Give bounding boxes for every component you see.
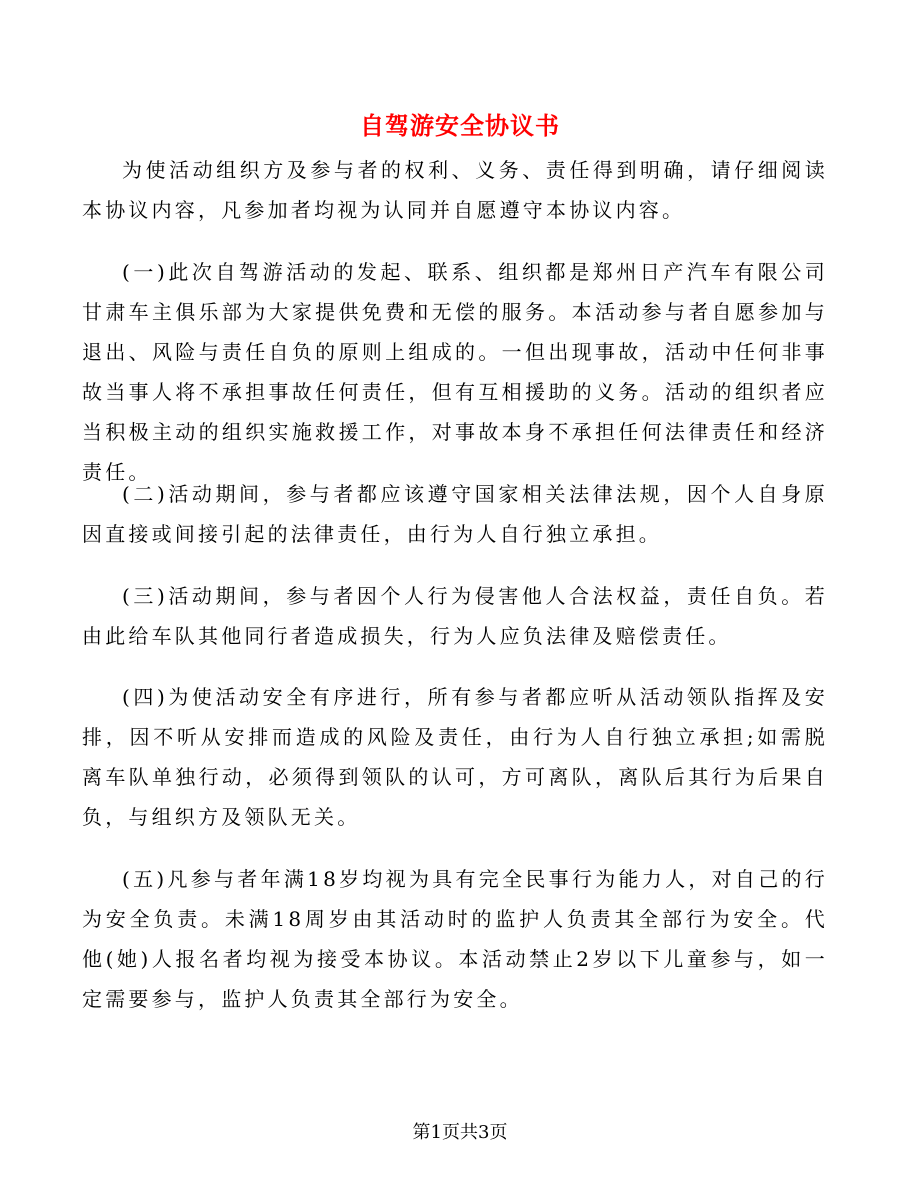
- clause-3-paragraph: (三)活动期间，参与者因个人行为侵害他人合法权益，责任自负。若由此给车队其他同行者造成损失，行为人应负法律及赔偿责任。: [82, 584, 828, 648]
- intro-paragraph: 为使活动组织方及参与者的权利、义务、责任得到明确，请仔细阅读本协议内容，凡参加者均视为认同并自愿遵守本协议内容。: [82, 158, 828, 222]
- clause-1-paragraph: (一)此次自驾游活动的发起、联系、组织都是郑州日产汽车有限公司甘肃车主俱乐部为大家提供免费和无偿的服务。本活动参与者自愿参加与退出、风险与责任自负的原则上组成的。一但出现事故，活动中任何非事故当事人将不承担事故任何责任，但有互相援助的义务。活动的组织者应当积极主动的组织实施救援工作，对事故本身不承担任何法律责任和经济责任。: [82, 260, 828, 484]
- page-number-footer: 第1页共3页: [412, 1122, 508, 1143]
- document-title: 自驾游安全协议书: [360, 111, 560, 140]
- clause-2-paragraph: (二)活动期间，参与者都应该遵守国家相关法律法规，因个人自身原因直接或间接引起的法律责任，由行为人自行独立承担。: [82, 482, 828, 546]
- clause-5-paragraph: (五)凡参与者年满18岁均视为具有完全民事行为能力人，对自己的行为安全负责。未满18周岁由其活动时的监护人负责其全部行为安全。代他(她)人报名者均视为接受本协议。本活动禁止2岁以下儿童参与，如一定需要参与，监护人负责其全部行为安全。: [82, 867, 828, 1011]
- clause-4-paragraph: (四)为使活动安全有序进行，所有参与者都应听从活动领队指挥及安排，因不听从安排而造成的风险及责任，由行为人自行独立承担;如需脱离车队单独行动，必须得到领队的认可，方可离队，离队后其行为后果自负，与组织方及领队无关。: [82, 685, 828, 829]
